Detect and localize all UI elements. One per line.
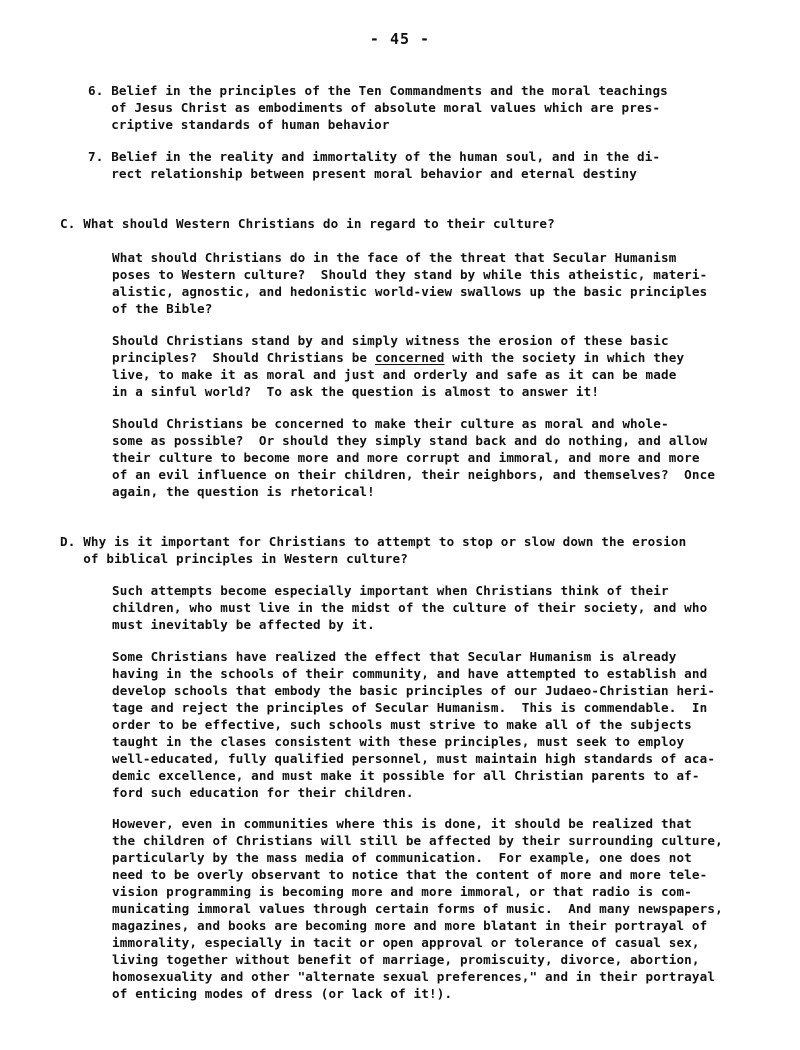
section-c-paragraph-line: Should Christians be concerned to make their culture as moral and whole-: [112, 416, 669, 431]
section-d-paragraph-line: Some Christians have realized the effect that Secular Humanism is already: [112, 649, 677, 664]
section-d-paragraph-line: immorality, especially in tacit or open approval or tolerance of casual sex,: [112, 935, 700, 950]
list-item-6-line: of Jesus Christ as embodiments of absolute moral values which are pres-: [88, 100, 661, 115]
section-d-heading-line: D. Why is it important for Christians to attempt to stop or slow down the erosion: [60, 534, 687, 549]
section-d-paragraph-line: develop schools that embody the basic principles of our Judaeo-Christian heri-: [112, 683, 716, 698]
section-d-paragraph-line: tage and reject the principles of Secular Humanism. This is commendable. In: [112, 700, 708, 715]
section-d-paragraph-line: However, even in communities where this is done, it should be realized that: [112, 816, 692, 831]
section-c-paragraph-line: again, the question is rhetorical!: [112, 484, 375, 499]
section-d-paragraph-line: homosexuality and other "alternate sexual preferences," and in their portrayal: [112, 969, 716, 984]
list-item-7-line: 7. Belief in the reality and immortality of the human soul, and in the di-: [88, 149, 661, 164]
section-d-paragraph-line: well-educated, fully qualified personnel, must maintain high standards of aca-: [112, 751, 716, 766]
section-d-paragraph-line: taught in the clases consistent with these principles, must seek to employ: [112, 734, 685, 749]
section-d-paragraph-line: must inevitably be affected by it.: [112, 617, 375, 632]
section-d-paragraph-line: municating immoral values through certain forms of music. And many newspapers,: [112, 901, 723, 916]
section-d-paragraph-line: ford such education for their children.: [112, 785, 414, 800]
section-c-paragraph-line: in a sinful world? To ask the question is almost to answer it!: [112, 384, 600, 399]
section-c-paragraph-line: principles? Should Christians be concerned with the society in which they: [112, 350, 685, 365]
section-d-paragraph-line: magazines, and books are becoming more and more blatant in their portrayal of: [112, 918, 708, 933]
section-c-paragraph-line: alistic, agnostic, and hedonistic world-view swallows up the basic principles: [112, 284, 708, 299]
section-c-paragraph-line: of the Bible?: [112, 301, 213, 316]
list-item-6-line: criptive standards of human behavior: [88, 117, 390, 132]
list-item-6-line: 6. Belief in the principles of the Ten Commandments and the moral teachings: [88, 83, 668, 98]
underlined-word: concerned: [374, 350, 445, 365]
section-d-paragraph-line: living together without benefit of marriage, promiscuity, divorce, abortion,: [112, 952, 700, 967]
section-d-paragraph-line: demic excellence, and must make it possible for all Christian parents to af-: [112, 768, 700, 783]
section-d-paragraph-line: Such attempts become especially important when Christians think of their: [112, 583, 669, 598]
section-d-paragraph-line: having in the schools of their community, and have attempted to establish and: [112, 666, 708, 681]
section-d-paragraph-line: children, who must live in the midst of the culture of their society, and who: [112, 600, 708, 615]
section-d-heading-line: of biblical principles in Western culture?: [60, 551, 408, 566]
section-c-paragraph-line: Should Christians stand by and simply witness the erosion of these basic: [112, 333, 669, 348]
section-d-paragraph-line: order to be effective, such schools must strive to make all of the subjects: [112, 717, 692, 732]
section-d-paragraph-line: particularly by the mass media of communication. For example, one does not: [112, 850, 692, 865]
section-d-paragraph-line: the children of Christians will still be affected by their surrounding culture,: [112, 833, 723, 848]
section-c-paragraph-line: What should Christians do in the face of the threat that Secular Humanism: [112, 250, 677, 265]
section-d-paragraph-line: of enticing modes of dress (or lack of it!).: [112, 986, 453, 1001]
section-d-paragraph-line: need to be overly observant to notice that the content of more and more tele-: [112, 867, 708, 882]
list-item-7-line: rect relationship between present moral behavior and eternal destiny: [88, 166, 637, 181]
section-c-paragraph-line: poses to Western culture? Should they stand by while this atheistic, materi-: [112, 267, 708, 282]
section-c-paragraph-line: their culture to become more and more corrupt and immoral, and more and more: [112, 450, 700, 465]
section-c-paragraph-line: live, to make it as moral and just and orderly and safe as it can be made: [112, 367, 677, 382]
page-number: - 45 -: [369, 30, 431, 48]
section-c-heading: C. What should Western Christians do in regard to their culture?: [60, 216, 555, 231]
section-c-paragraph-line: of an evil influence on their children, their neighbors, and themselves? Once: [112, 467, 716, 482]
section-d-paragraph-line: vision programming is becoming more and more immoral, or that radio is com-: [112, 884, 692, 899]
section-c-paragraph-line: some as possible? Or should they simply stand back and do nothing, and allow: [112, 433, 708, 448]
